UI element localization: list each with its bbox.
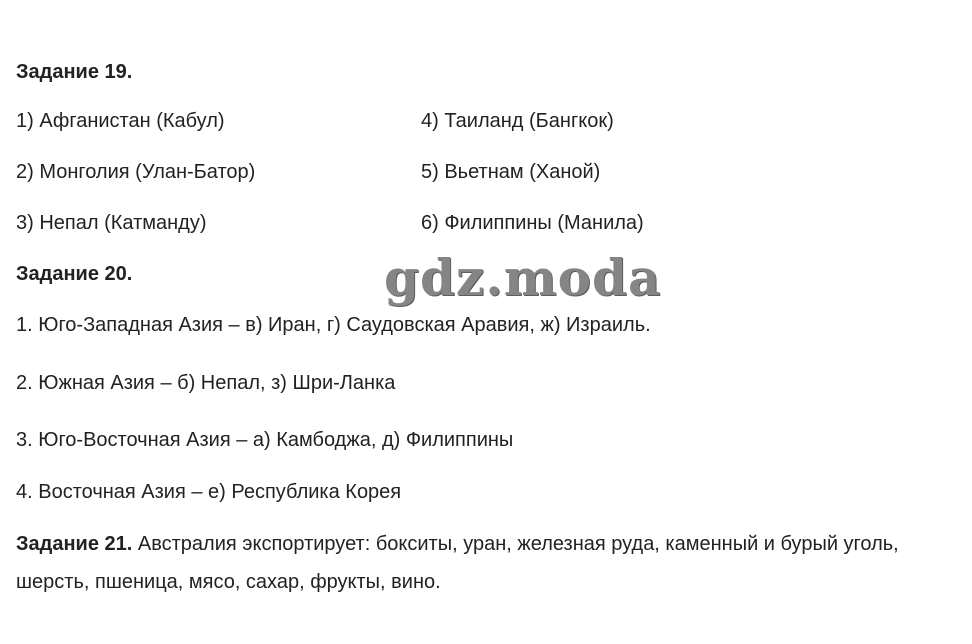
task20-item-3: 3. Юго-Восточная Азия – а) Камбоджа, д) Филиппины [16, 429, 514, 451]
task19-item-6: 6) Филиппины (Манила) [421, 212, 644, 234]
task19-item-3: 3) Непал (Катманду) [16, 212, 207, 234]
task19-item-1: 1) Афганистан (Кабул) [16, 110, 225, 132]
task19-heading: Задание 19. [16, 61, 133, 83]
task21-text: Австралия экспортирует: бокситы, уран, железная руда, каменный и бурый уголь, шерсть, пшеница, мясо, сахар, фрукты, вино. [16, 533, 899, 593]
task20-item-2: 2. Южная Азия – б) Непал, з) Шри-Ланка [16, 372, 396, 394]
task21-heading: Задание 21. [16, 533, 133, 555]
watermark-logo: gdz.moda [384, 248, 662, 307]
task19-item-5: 5) Вьетнам (Ханой) [421, 161, 601, 183]
task20-item-1: 1. Юго-Западная Азия – в) Иран, г) Саудовская Аравия, ж) Израиль. [16, 314, 651, 336]
task21-paragraph [16, 525, 966, 601]
task20-item-4: 4. Восточная Азия – е) Республика Корея [16, 481, 402, 503]
task19-item-4: 4) Таиланд (Бангкок) [421, 110, 614, 132]
task19-item-2: 2) Монголия (Улан-Батор) [16, 161, 256, 183]
task20-heading: Задание 20. [16, 263, 133, 285]
